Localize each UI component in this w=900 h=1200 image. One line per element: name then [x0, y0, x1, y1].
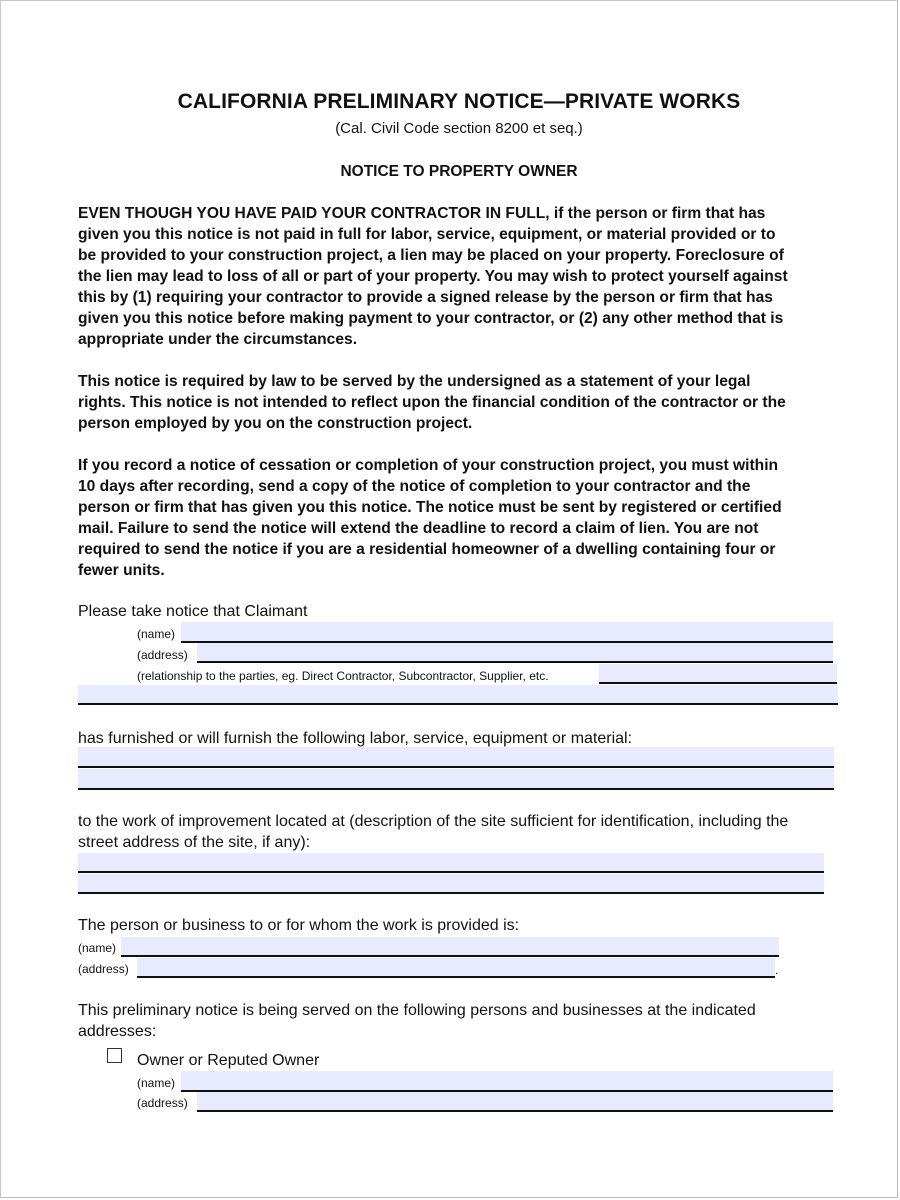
site-field-1[interactable]: [78, 853, 824, 873]
site-description-prompt: [78, 811, 788, 853]
owner-label: Owner or Reputed Owner: [137, 1052, 320, 1069]
furnish-field-1[interactable]: [78, 747, 834, 767]
owner-name-field[interactable]: [181, 1071, 833, 1091]
paragraph-line: If you record a notice of cessation or completion of your construction project, you must within: [78, 457, 779, 474]
provided-to-address-field[interactable]: [137, 958, 775, 978]
trailing-period: .: [775, 963, 779, 977]
paragraph-line: This preliminary notice is being served on the following persons and businesses at the indicated: [78, 1002, 756, 1019]
claimant-address-field[interactable]: [197, 643, 833, 663]
paragraph-line: mail. Failure to send the notice will extend the deadline to record a claim of lien. You are not: [78, 520, 759, 537]
claimant-address-underline: [197, 661, 833, 663]
paragraph-line: required to send the notice if you are a residential homeowner of a dwelling containing four or: [78, 541, 776, 558]
warning-paragraph-2: [78, 371, 786, 434]
claimant-relationship-underline: [599, 682, 837, 684]
claimant-relationship-underline-2: [78, 703, 838, 705]
paragraph-line: be provided to your construction project, a lien may be placed on your property. Foreclosure of: [78, 247, 784, 264]
paragraph-line: rights. This notice is not intended to reflect upon the financial condition of the contractor or the: [78, 394, 786, 411]
provided-to-name-field[interactable]: [121, 937, 779, 957]
paragraph-line: appropriate under the circumstances.: [78, 331, 358, 348]
paragraph-line: person employed by you on the construction project.: [78, 415, 473, 432]
paragraph-line: given you this notice is not paid in full for labor, service, equipment, or material provided or to: [78, 226, 776, 243]
provided-to-name-underline: [121, 955, 779, 957]
paragraph-line: the lien may lead to loss of all or part of your property. You may wish to protect yourself against: [78, 268, 788, 285]
claimant-intro: Please take notice that Claimant: [78, 603, 308, 620]
owner-name-label: (name): [137, 1076, 176, 1090]
paragraph-line: 10 days after recording, send a copy of the notice of completion to your contractor and the: [78, 478, 751, 495]
document-title: CALIFORNIA PRELIMINARY NOTICE—PRIVATE WORKS: [177, 90, 741, 113]
paragraph-line: EVEN THOUGH YOU HAVE PAID YOUR CONTRACTOR IN FULL, if the person or firm that has: [78, 205, 766, 222]
served-statement: [78, 1000, 756, 1042]
warning-paragraph-3: [78, 455, 782, 581]
provided-to-address-underline: [137, 976, 775, 978]
paragraph-line: to the work of improvement located at (description of the site sufficient for identification, including the: [78, 813, 789, 830]
provided-to-statement: The person or business to or for whom the work is provided is:: [78, 917, 520, 934]
provided-to-address-label: (address): [78, 962, 129, 976]
furnish-field-2[interactable]: [78, 769, 834, 789]
owner-address-label: (address): [137, 1096, 188, 1110]
owner-address-underline: [197, 1110, 833, 1112]
statute-citation: (Cal. Civil Code section 8200 et seq.): [335, 120, 583, 137]
site-underline-1: [78, 871, 824, 873]
paragraph-line: street address of the site, if any):: [78, 834, 311, 851]
furnish-statement: has furnished or will furnish the following labor, service, equipment or material:: [78, 730, 633, 747]
claimant-relationship-field-continued[interactable]: [78, 685, 838, 705]
paragraph-line: This notice is required by law to be served by the undersigned as a statement of your legal: [78, 373, 751, 390]
owner-address-field[interactable]: [197, 1092, 833, 1112]
paragraph-line: given you this notice before making payment to your contractor, or (2) any other method that is: [78, 310, 784, 327]
furnish-underline-1: [78, 766, 834, 768]
paragraph-line: fewer units.: [78, 562, 165, 579]
paragraph-line: addresses:: [78, 1023, 157, 1040]
site-underline-2: [78, 892, 824, 894]
paragraph-line: person or firm that has given you this notice. The notice must be sent by registered or certified: [78, 499, 782, 516]
claimant-relationship-field[interactable]: [599, 664, 837, 684]
claimant-relationship-label: (relationship to the parties, eg. Direct Contractor, Subcontractor, Supplier, etc.: [137, 669, 549, 683]
paragraph-line: this by (1) requiring your contractor to provide a signed release by the person or firm that has: [78, 289, 773, 306]
notice-heading: NOTICE TO PROPERTY OWNER: [340, 163, 578, 180]
site-field-2[interactable]: [78, 874, 824, 894]
claimant-name-field[interactable]: [181, 622, 833, 642]
claimant-name-label: (name): [137, 627, 176, 641]
provided-to-name-label: (name): [78, 941, 117, 955]
owner-checkbox[interactable]: [107, 1048, 122, 1063]
furnish-underline-2: [78, 788, 834, 790]
warning-paragraph-1: [78, 203, 788, 350]
claimant-address-label: (address): [137, 648, 188, 662]
